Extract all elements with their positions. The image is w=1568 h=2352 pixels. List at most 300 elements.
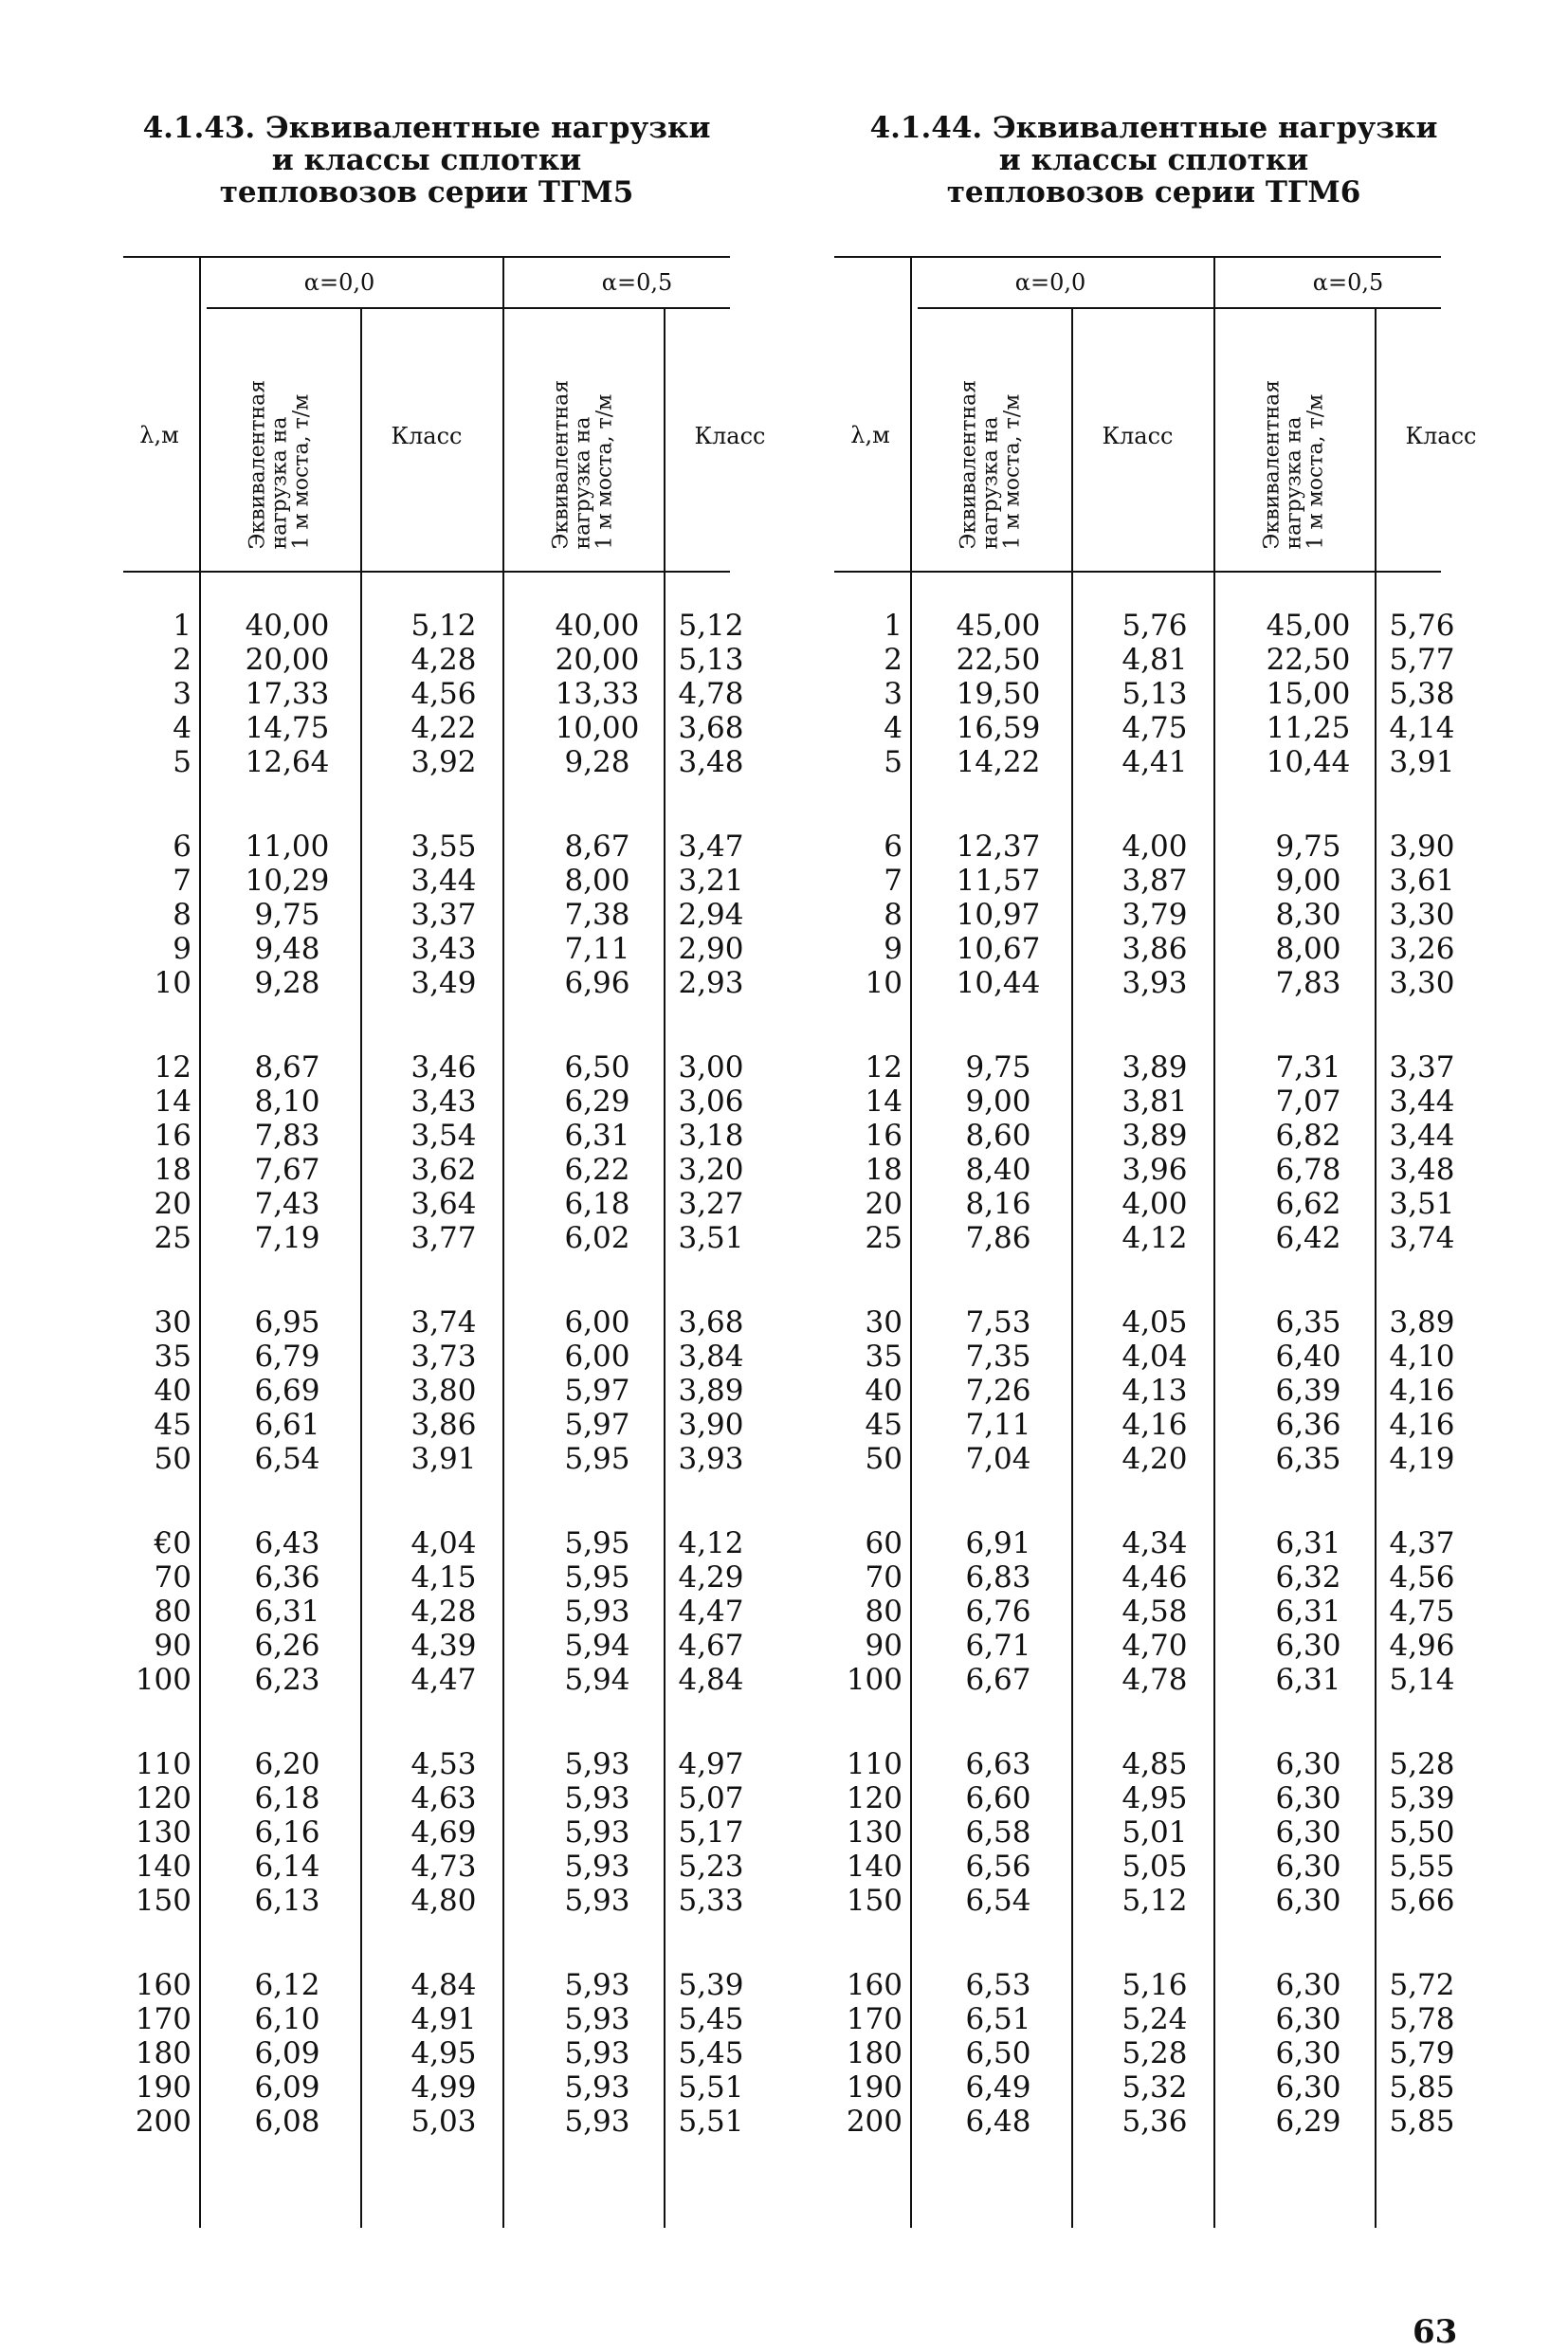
cell-class-a0: 4,28	[410, 1595, 477, 1629]
cell-class-a05: 5,45	[678, 2036, 744, 2070]
cell-lambda: 4	[884, 711, 903, 745]
cell-lambda: 140	[846, 1850, 903, 1884]
cell-lambda: 110	[135, 1747, 191, 1781]
table-row	[123, 2036, 744, 2070]
cell-class-a05: 5,55	[1389, 1850, 1455, 1884]
cell-load-a0: 6,91	[965, 1526, 1031, 1560]
cell-load-a05: 6,42	[1275, 1221, 1341, 1255]
cell-class-a05: 5,76	[1389, 609, 1455, 643]
cell-lambda: 9	[884, 932, 903, 966]
cell-class-a0: 4,69	[410, 1815, 477, 1850]
page-number: 63	[1413, 2313, 1458, 2351]
divider-load-class-a05	[664, 307, 665, 2228]
cell-lambda: 200	[846, 2105, 903, 2139]
cell-load-a05: 6,32	[1275, 1560, 1341, 1595]
table-row	[123, 1153, 744, 1187]
cell-class-a0: 5,05	[1121, 1850, 1188, 1884]
table-row	[834, 1442, 1455, 1476]
table-row	[123, 1221, 744, 1255]
cell-class-a05: 4,14	[1389, 711, 1455, 745]
cell-class-a0: 3,37	[410, 898, 477, 932]
cell-class-a0: 5,12	[410, 609, 477, 643]
table-grid	[834, 237, 1477, 2285]
cell-class-a05: 3,44	[1389, 1119, 1455, 1153]
header-class-a05: Класс	[694, 423, 766, 449]
header-lambda: λ,м	[850, 422, 890, 448]
table-row	[834, 1884, 1455, 1918]
cell-load-a0: 10,44	[956, 966, 1041, 1000]
cell-load-a05: 6,00	[564, 1305, 630, 1340]
cell-class-a05: 5,39	[1389, 1781, 1455, 1815]
cell-load-a05: 11,25	[1266, 711, 1351, 745]
cell-class-a05: 5,78	[1389, 2002, 1455, 2036]
cell-class-a0: 4,46	[1121, 1560, 1188, 1595]
cell-lambda: 5	[173, 745, 191, 779]
cell-load-a0: 9,75	[254, 898, 320, 932]
cell-load-a0: 6,26	[254, 1629, 320, 1663]
cell-class-a0: 4,84	[410, 1968, 477, 2002]
cell-class-a0: 4,04	[410, 1526, 477, 1560]
cell-load-a0: 16,59	[956, 711, 1041, 745]
cell-class-a05: 3,30	[1389, 898, 1455, 932]
table-row	[834, 966, 1455, 1000]
cell-load-a05: 5,95	[564, 1526, 630, 1560]
cell-class-a0: 4,63	[410, 1781, 477, 1815]
cell-class-a0: 5,24	[1121, 2002, 1188, 2036]
cell-class-a05: 3,51	[1389, 1187, 1455, 1221]
header-load-a0	[958, 351, 1024, 550]
header-load-line-1: Эквивалентная	[246, 379, 270, 550]
cell-load-a05: 6,82	[1275, 1119, 1341, 1153]
cell-lambda: 90	[865, 1629, 903, 1663]
cell-load-a0: 8,10	[254, 1085, 320, 1119]
cell-class-a05: 3,18	[678, 1119, 744, 1153]
cell-class-a0: 3,96	[1121, 1153, 1188, 1187]
cell-load-a0: 7,67	[254, 1153, 320, 1187]
cell-load-a0: 8,16	[965, 1187, 1031, 1221]
cell-load-a05: 6,18	[564, 1187, 630, 1221]
cell-lambda: 1	[173, 609, 191, 643]
header-load-line-2: нагрузка на	[571, 416, 595, 550]
cell-load-a0: 7,53	[965, 1305, 1031, 1340]
cell-load-a05: 5,94	[564, 1629, 630, 1663]
cell-lambda: 120	[846, 1781, 903, 1815]
cell-load-a05: 5,93	[564, 1884, 630, 1918]
table-row	[834, 1221, 1455, 1255]
table-row	[123, 1374, 744, 1408]
cell-class-a0: 4,28	[410, 643, 477, 677]
cell-load-a05: 10,00	[555, 711, 640, 745]
cell-class-a05: 2,93	[678, 966, 744, 1000]
cell-load-a0: 6,43	[254, 1526, 320, 1560]
table-row	[834, 1340, 1455, 1374]
table-row	[123, 864, 744, 898]
cell-class-a05: 3,74	[1389, 1221, 1455, 1255]
title-line-1: 4.1.44. Эквивалентные нагрузки	[869, 111, 1438, 145]
cell-load-a05: 5,95	[564, 1442, 630, 1476]
divider-load-class-a0	[360, 307, 362, 2228]
cell-class-a05: 4,97	[678, 1747, 744, 1781]
cell-load-a0: 6,76	[965, 1595, 1031, 1629]
cell-lambda: 50	[154, 1442, 191, 1476]
cell-lambda: 2	[173, 643, 191, 677]
cell-class-a0: 4,15	[410, 1560, 477, 1595]
cell-load-a0: 6,49	[965, 2070, 1031, 2105]
cell-class-a0: 3,43	[410, 932, 477, 966]
cell-class-a0: 4,95	[410, 2036, 477, 2070]
cell-load-a05: 9,00	[1275, 864, 1341, 898]
cell-class-a0: 4,75	[1121, 711, 1188, 745]
table-row	[123, 932, 744, 966]
rule-top	[834, 256, 1441, 258]
cell-load-a05: 5,93	[564, 1968, 630, 2002]
table-row	[123, 1305, 744, 1340]
cell-lambda: 170	[135, 2002, 191, 2036]
cell-lambda: 25	[865, 1221, 903, 1255]
cell-class-a0: 3,55	[410, 830, 477, 864]
cell-load-a0: 7,86	[965, 1221, 1031, 1255]
cell-class-a0: 3,49	[410, 966, 477, 1000]
cell-load-a05: 6,22	[564, 1153, 630, 1187]
cell-load-a05: 8,00	[1275, 932, 1341, 966]
cell-class-a05: 4,84	[678, 1663, 744, 1697]
cell-load-a05: 5,93	[564, 2070, 630, 2105]
cell-lambda: 10	[865, 966, 903, 1000]
table-row	[123, 1187, 744, 1221]
cell-class-a05: 3,68	[678, 1305, 744, 1340]
table-row	[123, 1560, 744, 1595]
table-row	[123, 1968, 744, 2002]
cell-load-a05: 5,94	[564, 1663, 630, 1697]
cell-load-a05: 6,78	[1275, 1153, 1341, 1187]
cell-class-a0: 5,32	[1121, 2070, 1188, 2105]
cell-load-a05: 7,07	[1275, 1085, 1341, 1119]
cell-load-a05: 6,35	[1275, 1305, 1341, 1340]
cell-class-a05: 2,90	[678, 932, 744, 966]
cell-class-a05: 4,75	[1389, 1595, 1455, 1629]
cell-lambda: 7	[173, 864, 191, 898]
table-row	[834, 1560, 1455, 1595]
cell-load-a05: 8,00	[564, 864, 630, 898]
cell-lambda: 140	[135, 1850, 191, 1884]
cell-load-a05: 6,31	[1275, 1663, 1341, 1697]
cell-lambda: 60	[865, 1526, 903, 1560]
cell-load-a0: 6,12	[254, 1968, 320, 2002]
cell-class-a0: 5,28	[1121, 2036, 1188, 2070]
cell-load-a05: 6,35	[1275, 1442, 1341, 1476]
cell-class-a0: 3,74	[410, 1305, 477, 1340]
cell-class-a0: 3,62	[410, 1153, 477, 1187]
cell-load-a0: 12,37	[956, 830, 1041, 864]
cell-class-a05: 3,26	[1389, 932, 1455, 966]
cell-class-a05: 3,47	[678, 830, 744, 864]
cell-lambda: 30	[154, 1305, 191, 1340]
cell-load-a0: 6,23	[254, 1663, 320, 1697]
rule-alpha	[918, 307, 1441, 309]
cell-load-a0: 22,50	[956, 643, 1041, 677]
cell-load-a05: 6,40	[1275, 1340, 1341, 1374]
cell-class-a0: 4,70	[1121, 1629, 1188, 1663]
cell-lambda: 45	[865, 1408, 903, 1442]
cell-load-a05: 45,00	[1266, 609, 1351, 643]
table-row	[834, 1305, 1455, 1340]
cell-lambda: 200	[135, 2105, 191, 2139]
cell-load-a05: 5,93	[564, 2105, 630, 2139]
cell-lambda: 4	[173, 711, 191, 745]
cell-class-a05: 2,94	[678, 898, 744, 932]
table-row	[123, 711, 744, 745]
header-load-line-3: 1 м моста, т/м	[1000, 393, 1025, 550]
cell-load-a0: 11,57	[956, 864, 1041, 898]
cell-class-a0: 3,89	[1121, 1050, 1188, 1085]
header-load-a05	[551, 351, 616, 550]
cell-class-a05: 5,17	[678, 1815, 744, 1850]
cell-lambda: 9	[173, 932, 191, 966]
cell-load-a05: 6,31	[1275, 1595, 1341, 1629]
cell-load-a05: 8,67	[564, 830, 630, 864]
cell-load-a05: 6,29	[564, 1085, 630, 1119]
table-row	[123, 1340, 744, 1374]
cell-lambda: 90	[154, 1629, 191, 1663]
cell-class-a05: 3,68	[678, 711, 744, 745]
table-row	[123, 1629, 744, 1663]
cell-class-a0: 5,36	[1121, 2105, 1188, 2139]
cell-class-a05: 5,85	[1389, 2105, 1455, 2139]
cell-lambda: 50	[865, 1442, 903, 1476]
cell-class-a05: 5,13	[678, 643, 744, 677]
table-row	[123, 1884, 744, 1918]
cell-class-a0: 4,47	[410, 1663, 477, 1697]
rule-alpha	[207, 307, 730, 309]
cell-class-a0: 4,22	[410, 711, 477, 745]
cell-load-a0: 7,11	[965, 1408, 1031, 1442]
table-row	[123, 1050, 744, 1085]
cell-load-a0: 40,00	[245, 609, 330, 643]
cell-lambda: 170	[846, 2002, 903, 2036]
cell-class-a05: 3,89	[1389, 1305, 1455, 1340]
cell-lambda: 100	[135, 1663, 191, 1697]
table-row	[834, 711, 1455, 745]
cell-load-a0: 6,63	[965, 1747, 1031, 1781]
cell-load-a0: 6,13	[254, 1884, 320, 1918]
cell-load-a0: 9,48	[254, 932, 320, 966]
cell-lambda: 80	[154, 1595, 191, 1629]
cell-load-a0: 20,00	[245, 643, 330, 677]
cell-load-a05: 9,75	[1275, 830, 1341, 864]
cell-class-a05: 3,89	[678, 1374, 744, 1408]
cell-load-a05: 6,36	[1275, 1408, 1341, 1442]
cell-load-a0: 6,54	[254, 1442, 320, 1476]
cell-class-a0: 4,91	[410, 2002, 477, 2036]
cell-class-a05: 4,78	[678, 677, 744, 711]
cell-lambda: 16	[865, 1119, 903, 1153]
cell-class-a0: 4,41	[1121, 745, 1188, 779]
cell-class-a05: 3,51	[678, 1221, 744, 1255]
header-class-a0: Класс	[1102, 423, 1174, 449]
table-row	[123, 609, 744, 643]
rule-top	[123, 256, 730, 258]
cell-lambda: 3	[173, 677, 191, 711]
cell-lambda: 180	[846, 2036, 903, 2070]
cell-load-a05: 6,31	[564, 1119, 630, 1153]
cell-load-a05: 6,30	[1275, 1884, 1341, 1918]
cell-class-a0: 4,58	[1121, 1595, 1188, 1629]
cell-lambda: 14	[865, 1085, 903, 1119]
cell-load-a0: 8,67	[254, 1050, 320, 1085]
cell-class-a0: 4,00	[1121, 830, 1188, 864]
cell-load-a0: 45,00	[956, 609, 1041, 643]
cell-class-a05: 5,39	[678, 1968, 744, 2002]
cell-class-a05: 5,79	[1389, 2036, 1455, 2070]
cell-class-a0: 4,00	[1121, 1187, 1188, 1221]
cell-lambda: 130	[135, 1815, 191, 1850]
cell-class-a05: 5,38	[1389, 677, 1455, 711]
cell-class-a0: 4,73	[410, 1850, 477, 1884]
cell-class-a0: 4,20	[1121, 1442, 1188, 1476]
cell-load-a05: 6,31	[1275, 1526, 1341, 1560]
cell-class-a05: 5,72	[1389, 1968, 1455, 2002]
table-row	[834, 1629, 1455, 1663]
rule-header-bottom	[123, 571, 730, 573]
cell-lambda: 25	[154, 1221, 191, 1255]
cell-load-a0: 6,95	[254, 1305, 320, 1340]
cell-load-a05: 6,29	[1275, 2105, 1341, 2139]
cell-class-a05: 5,85	[1389, 2070, 1455, 2105]
title-line-1: 4.1.43. Эквивалентные нагрузки	[142, 111, 711, 145]
cell-class-a0: 5,76	[1121, 609, 1188, 643]
cell-class-a05: 3,90	[1389, 830, 1455, 864]
cell-load-a0: 7,43	[254, 1187, 320, 1221]
cell-class-a0: 3,54	[410, 1119, 477, 1153]
cell-load-a0: 6,69	[254, 1374, 320, 1408]
cell-lambda: 12	[865, 1050, 903, 1085]
cell-load-a05: 5,93	[564, 1815, 630, 1850]
table-row	[123, 1747, 744, 1781]
cell-class-a05: 4,67	[678, 1629, 744, 1663]
header-lambda: λ,м	[139, 422, 179, 448]
table-row	[123, 745, 744, 779]
cell-load-a05: 6,30	[1275, 2070, 1341, 2105]
cell-load-a0: 6,51	[965, 2002, 1031, 2036]
cell-class-a0: 3,93	[1121, 966, 1188, 1000]
cell-load-a05: 10,44	[1266, 745, 1351, 779]
header-load-line-2: нагрузка на	[267, 416, 292, 550]
cell-class-a05: 3,30	[1389, 966, 1455, 1000]
cell-load-a0: 7,35	[965, 1340, 1031, 1374]
table-row	[834, 932, 1455, 966]
table-row	[834, 1374, 1455, 1408]
cell-load-a05: 5,93	[564, 2002, 630, 2036]
cell-class-a0: 4,16	[1121, 1408, 1188, 1442]
cell-load-a05: 6,62	[1275, 1187, 1341, 1221]
cell-class-a05: 5,33	[678, 1884, 744, 1918]
cell-class-a0: 4,13	[1121, 1374, 1188, 1408]
cell-load-a0: 6,67	[965, 1663, 1031, 1697]
header-load-a05	[1262, 351, 1327, 550]
cell-lambda: 40	[865, 1374, 903, 1408]
cell-class-a05: 5,45	[678, 2002, 744, 2036]
table-row	[834, 2070, 1455, 2105]
cell-lambda: 6	[884, 830, 903, 864]
cell-class-a0: 3,86	[1121, 932, 1188, 966]
cell-lambda: 190	[135, 2070, 191, 2105]
cell-class-a05: 4,16	[1389, 1374, 1455, 1408]
table-row	[123, 1085, 744, 1119]
cell-class-a05: 3,20	[678, 1153, 744, 1187]
table-row	[834, 2105, 1455, 2139]
table-tgm6	[834, 0, 1477, 2285]
cell-class-a05: 4,37	[1389, 1526, 1455, 1560]
cell-class-a05: 5,28	[1389, 1747, 1455, 1781]
cell-load-a05: 22,50	[1266, 643, 1351, 677]
cell-class-a0: 5,03	[410, 2105, 477, 2139]
cell-class-a05: 3,27	[678, 1187, 744, 1221]
cell-class-a05: 5,23	[678, 1850, 744, 1884]
cell-load-a0: 6,10	[254, 2002, 320, 2036]
cell-class-a05: 4,10	[1389, 1340, 1455, 1374]
cell-load-a05: 6,30	[1275, 1629, 1341, 1663]
divider-load-class-a0	[1071, 307, 1073, 2228]
cell-lambda: 120	[135, 1781, 191, 1815]
table-row	[834, 1153, 1455, 1187]
cell-load-a05: 13,33	[555, 677, 640, 711]
table-row	[834, 1815, 1455, 1850]
cell-class-a05: 4,56	[1389, 1560, 1455, 1595]
cell-lambda: 40	[154, 1374, 191, 1408]
cell-load-a05: 8,30	[1275, 898, 1341, 932]
cell-load-a0: 9,00	[965, 1085, 1031, 1119]
table-row	[123, 677, 744, 711]
table-row	[834, 1663, 1455, 1697]
cell-load-a0: 6,36	[254, 1560, 320, 1595]
cell-class-a0: 4,95	[1121, 1781, 1188, 1815]
cell-class-a05: 5,51	[678, 2105, 744, 2139]
header-alpha-0: α=0,0	[1014, 269, 1086, 296]
header-load-line-2: нагрузка на	[1282, 416, 1306, 550]
table-row	[834, 898, 1455, 932]
cell-load-a0: 12,64	[245, 745, 330, 779]
table-row	[123, 2105, 744, 2139]
cell-load-a0: 8,60	[965, 1119, 1031, 1153]
cell-load-a0: 6,58	[965, 1815, 1031, 1850]
cell-class-a0: 4,56	[410, 677, 477, 711]
cell-lambda: 70	[154, 1560, 191, 1595]
divider-load-class-a05	[1375, 307, 1377, 2228]
cell-load-a0: 6,79	[254, 1340, 320, 1374]
table-grid	[123, 237, 766, 2285]
table-row	[123, 1442, 744, 1476]
cell-class-a05: 5,77	[1389, 643, 1455, 677]
cell-class-a0: 3,44	[410, 864, 477, 898]
cell-lambda: 18	[154, 1153, 191, 1187]
cell-load-a0: 6,20	[254, 1747, 320, 1781]
cell-class-a0: 5,16	[1121, 1968, 1188, 2002]
rule-header-bottom	[834, 571, 1441, 573]
cell-class-a05: 3,48	[1389, 1153, 1455, 1187]
cell-class-a0: 3,77	[410, 1221, 477, 1255]
cell-load-a0: 6,56	[965, 1850, 1031, 1884]
cell-class-a05: 3,93	[678, 1442, 744, 1476]
cell-load-a05: 40,00	[555, 609, 640, 643]
cell-class-a05: 3,91	[1389, 745, 1455, 779]
cell-load-a0: 6,54	[965, 1884, 1031, 1918]
cell-load-a05: 5,95	[564, 1560, 630, 1595]
cell-lambda: 20	[865, 1187, 903, 1221]
table-row	[123, 1595, 744, 1629]
cell-class-a0: 4,05	[1121, 1305, 1188, 1340]
cell-load-a05: 9,28	[564, 745, 630, 779]
cell-lambda: 18	[865, 1153, 903, 1187]
